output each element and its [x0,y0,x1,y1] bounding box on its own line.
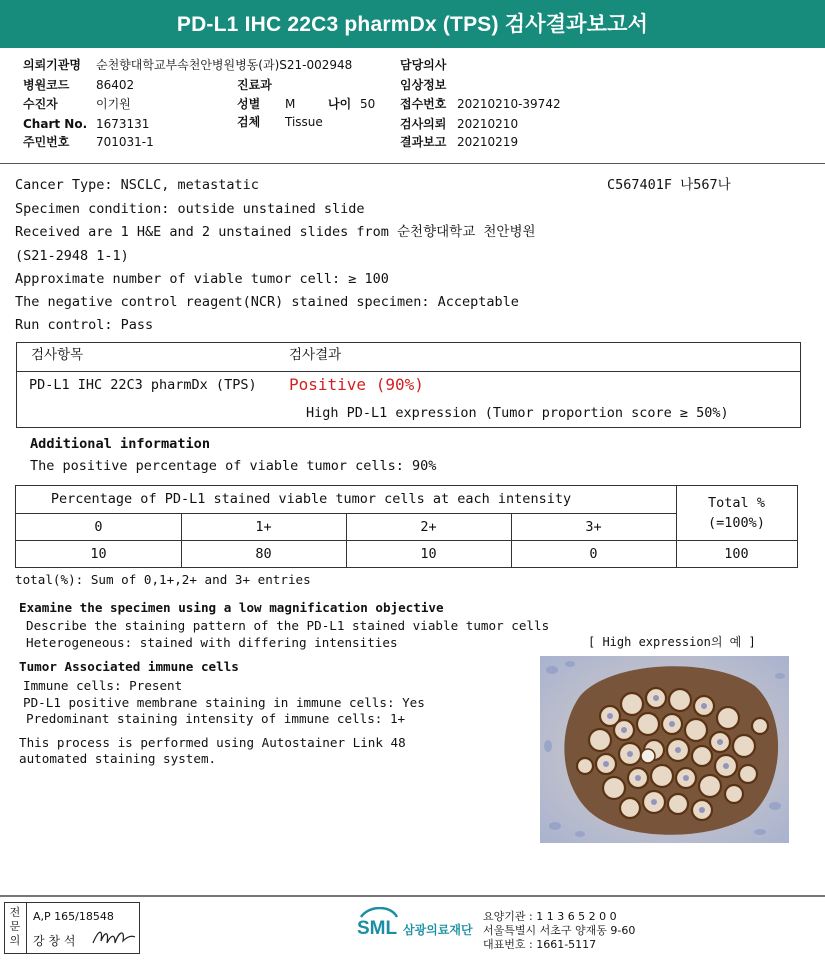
result-box [16,342,801,428]
immune-line2: PD-L1 positive membrane staining in immune cells: Yes [23,695,425,710]
intensity-col-2plus: 2+ [420,519,437,535]
age-label: 나이 [328,97,352,111]
physician-signature-box [4,902,140,954]
receipt-no-label: 접수번호 [400,97,447,111]
report-date-label: 결과보고 [400,135,447,149]
org-registration-no: 요양기관 : 1 1 3 6 5 2 0 0 [483,910,617,923]
specimen-value: Tissue [285,115,323,129]
sex-label: 성별 [237,97,261,111]
resident-no-value: 701031-1 [96,135,154,149]
hospital-code-label: 병원코드 [23,78,70,92]
intensity-col-3plus: 3+ [585,519,602,535]
request-date-label: 검사의뢰 [400,117,447,131]
physician-name: 강 창 석 [33,934,76,948]
additional-info-heading: Additional information [30,436,211,452]
department-label: 진료과 [237,78,272,92]
specimen-code: C567401F 나567나 [607,177,731,193]
immune-line1: Immune cells: Present [23,678,183,693]
report-date-value: 20210219 [457,135,519,149]
sex-value: M [285,97,296,111]
examinee-label: 수진자 [23,97,58,111]
signature-scribble [91,925,137,949]
test-name: PD-L1 IHC 22C3 pharmDx (TPS) [29,377,257,393]
intensity-value-1plus: 80 [255,546,272,562]
intensity-table-header: Percentage of PD-L1 stained viable tumor cells at each intensity [50,491,572,507]
positive-percentage: The positive percentage of viable tumor cells: 90% [30,458,437,474]
doctor-label: 담당의사 [400,58,447,72]
examinee-value: 이기원 [96,97,131,111]
examine-line1: Describe the staining pattern of the PD-L1 stained viable tumor cells [26,618,550,633]
cancer-type: Cancer Type: NSCLC, metastatic [15,177,259,193]
process-line1: This process is performed using Autostainer Link 48 [19,735,406,750]
header-divider [0,163,825,164]
ihc-tissue-image [540,656,789,843]
age-value: 50 [360,97,376,111]
report-title: PD-L1 IHC 22C3 pharmDx (TPS) 검사결과보고서 [0,0,825,48]
physician-vertical-label: 전 문 의 [9,906,21,947]
intensity-value-3plus: 0 [589,546,598,562]
institution-value: 순천향대학교부속천안병원병동(과)S21-002948 [96,58,353,72]
intensity-value-0: 10 [90,546,107,562]
resident-no-label: 주민번호 [23,135,70,149]
chart-no-value: 1673131 [96,117,150,131]
immune-line3: Predominant staining intensity of immune cells: 1+ [26,711,406,726]
total-header-line2: (=100%) [708,515,765,531]
footer-divider [0,895,825,897]
received-slides: Received are 1 H&E and 2 unstained slides from 순천향대학교 천안병원 [15,224,536,240]
result-value: Positive (90%) [289,375,424,394]
col-test-item: 검사항목 [31,347,84,363]
org-phone: 대표번호 : 1661-5117 [483,938,597,951]
ap-number: A,P 165/18548 [33,910,114,923]
image-caption: [ High expression의 예 ] [588,635,756,649]
request-date-value: 20210210 [457,117,519,131]
examine-heading: Examine the specimen using a low magnification objective [19,600,444,615]
specimen-condition: Specimen condition: outside unstained slide [15,201,365,217]
chart-no-label: Chart No. [23,117,88,131]
org-address: 서울특별시 서초구 양재동 9-60 [483,924,636,937]
result-divider [17,371,800,372]
slide-id: (S21-2948 1-1) [15,248,129,264]
intensity-col-0: 0 [94,519,103,535]
intensity-table [15,485,798,568]
col-test-result: 검사결과 [289,347,342,363]
institution-label: 의뢰기관명 [23,58,81,72]
hospital-code-value: 86402 [96,78,135,92]
intensity-total-value: 100 [724,546,749,562]
receipt-no-value: 20210210-39742 [457,97,561,111]
examine-line2: Heterogeneous: stained with differing intensities [26,635,398,650]
intensity-value-2plus: 10 [420,546,437,562]
immune-heading: Tumor Associated immune cells [19,659,239,674]
specimen-label: 검체 [237,115,261,129]
clinical-info-label: 임상정보 [400,78,447,92]
viable-tumor-count: Approximate number of viable tumor cell: ≥ 100 [15,271,389,287]
total-header-line1: Total % [708,495,765,511]
run-control: Run control: Pass [15,317,154,333]
logo-text: SML [357,918,398,939]
table-footnote: total(%): Sum of 0,1+,2+ and 3+ entries [15,572,311,587]
intensity-col-1plus: 1+ [255,519,272,535]
expression-level: High PD-L1 expression (Tumor proportion score ≥ 50%) [306,405,729,421]
ncr-result: The negative control reagent(NCR) stained specimen: Acceptable [15,294,519,310]
process-line2: automated staining system. [19,751,217,766]
org-name: 삼광의료재단 [403,923,473,937]
